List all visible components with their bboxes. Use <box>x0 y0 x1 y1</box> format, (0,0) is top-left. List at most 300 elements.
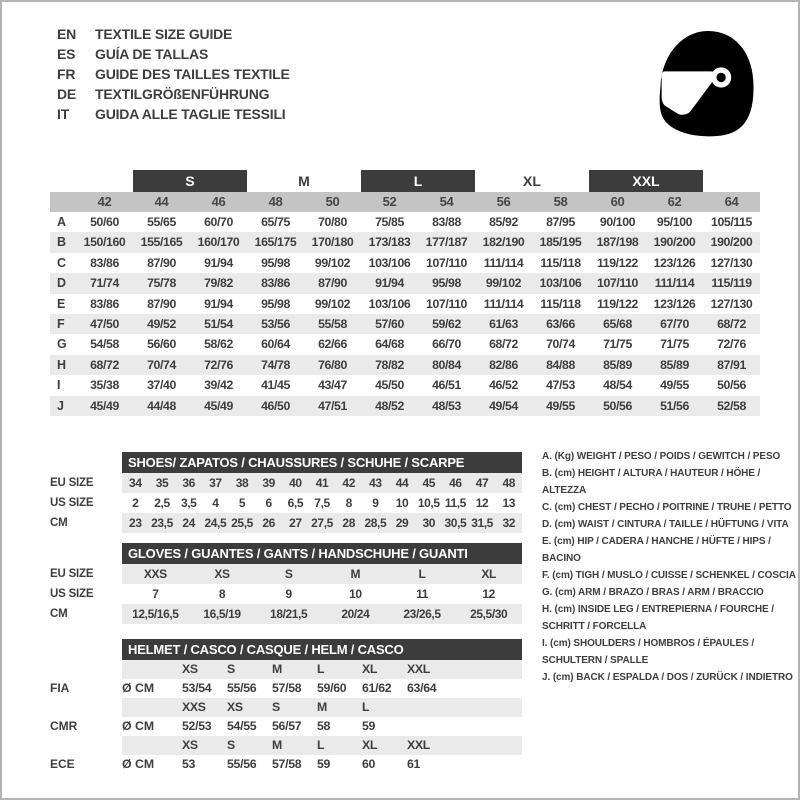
table-cell: 107/110 <box>426 296 467 311</box>
size-cell: 3,5 <box>180 496 197 510</box>
size-cell: 42 <box>342 476 355 490</box>
shoes-row-values <box>122 473 522 493</box>
row-values <box>76 294 760 314</box>
table-cell: 47/51 <box>318 398 347 413</box>
table-cell: 185/195 <box>539 235 582 250</box>
table-cell: 46/52 <box>489 378 518 393</box>
textile-size-table <box>50 170 760 416</box>
row-label: E <box>57 296 66 311</box>
letter-spacer <box>703 170 760 192</box>
size-cell: 23 <box>129 516 142 530</box>
table-row <box>50 294 760 314</box>
size-cell: 11,5 <box>444 496 466 510</box>
helmet-size-cell: XS <box>182 662 198 676</box>
table-cell: 85/89 <box>603 357 632 372</box>
language-title: TEXTILGRÖßENFÜHRUNG <box>95 86 270 102</box>
table-cell: 91/94 <box>375 276 404 291</box>
table-cell: 43/47 <box>318 378 347 393</box>
legend-item: E. (cm) HIP / CADERA / HANCHE / HÜFTE / HIPS / BACINO <box>542 536 771 564</box>
size-number-cell: 60 <box>610 194 625 209</box>
table-cell: 68/72 <box>717 316 746 331</box>
table-cell: 99/102 <box>314 296 351 311</box>
table-cell: 107/110 <box>426 255 467 270</box>
size-number-cell: 44 <box>154 194 169 209</box>
size-letter-row <box>50 170 760 192</box>
size-cell: 47 <box>475 476 489 490</box>
helmet-size-cell: XL <box>362 662 378 676</box>
helmet-size-cell: XXL <box>407 738 431 752</box>
gloves-table <box>50 564 522 624</box>
size-cell: L <box>418 567 426 581</box>
helmet-group <box>50 660 522 698</box>
legend-item: D. (cm) WAIST / CINTURA / TAILLE / HÜFTUNG / VITA <box>542 519 789 530</box>
size-number-cell: 48 <box>268 194 283 209</box>
table-cell: 50/60 <box>90 215 119 229</box>
table-cell: 50/56 <box>717 378 746 393</box>
shoes-row-values <box>122 493 522 513</box>
helmet-value-row <box>122 679 522 698</box>
language-title: GUÍA DE TALLAS <box>95 46 209 62</box>
shoes-row-values <box>122 513 522 533</box>
size-cell: 10 <box>349 587 362 601</box>
language-row <box>57 44 290 64</box>
helmet-size-cell: XL <box>362 738 378 752</box>
table-cell: 47/50 <box>90 316 119 331</box>
size-cell: 10,5 <box>417 496 440 510</box>
table-cell: 49/52 <box>147 316 176 331</box>
table-cell: 82/86 <box>489 357 518 372</box>
table-cell: 173/183 <box>368 235 411 250</box>
table-row <box>50 273 760 293</box>
table-cell: 41/45 <box>261 378 290 393</box>
table-cell: 67/70 <box>660 316 689 331</box>
row-values <box>76 232 760 252</box>
size-cell: XXS <box>143 567 167 581</box>
helmet-size-cell: XXS <box>182 700 206 714</box>
table-cell: 95/98 <box>261 255 290 270</box>
table-cell: 54/58 <box>90 337 119 352</box>
size-row-label: CM <box>50 517 68 529</box>
size-number-cell: 50 <box>325 194 340 209</box>
table-cell: 87/90 <box>147 255 176 270</box>
gloves-row <box>50 564 522 584</box>
helmet-value-cell: 55/56 <box>227 681 257 695</box>
table-cell: 71/74 <box>90 276 119 291</box>
size-cell: 29 <box>395 516 409 530</box>
helmet-group <box>50 736 522 774</box>
row-label: H <box>57 357 67 372</box>
table-cell: 165/175 <box>254 235 297 250</box>
table-cell: 87/95 <box>546 215 575 229</box>
gloves-row <box>50 584 522 604</box>
helmet-size-cell: M <box>317 700 327 714</box>
row-values <box>76 375 760 395</box>
table-cell: 123/126 <box>653 296 696 311</box>
shoes-table <box>50 473 522 533</box>
size-cell: 16,5/19 <box>203 607 241 621</box>
table-cell: 52/58 <box>717 398 746 413</box>
table-cell: 119/122 <box>597 255 638 270</box>
shoes-row <box>50 513 522 533</box>
table-cell: 78/82 <box>375 357 404 372</box>
table-cell: 75/85 <box>375 215 404 229</box>
helmet-value-cell: 59 <box>362 719 376 733</box>
gloves-row-values <box>122 604 522 624</box>
size-cell: 44 <box>395 476 409 490</box>
legend-item: C. (cm) CHEST / PECHO / POITRINE / TRUHE / PETTO <box>542 502 792 513</box>
size-cell: M <box>350 567 361 581</box>
size-cell: 32 <box>502 516 516 530</box>
size-letter-m: M <box>298 173 310 189</box>
size-row-label: EU SIZE <box>50 477 94 489</box>
row-values <box>76 253 760 273</box>
size-letter-xxl: XXL <box>589 170 703 192</box>
language-title: GUIDE DES TAILLES TEXTILE <box>95 66 290 82</box>
shoes-section <box>50 452 522 533</box>
helmet-size-cell: M <box>272 738 282 752</box>
table-cell: 64/68 <box>375 337 404 352</box>
size-cell: 24,5 <box>204 516 227 530</box>
table-cell: 46/51 <box>432 378 461 393</box>
size-cell: 39 <box>262 476 275 490</box>
table-cell: 70/74 <box>147 357 176 372</box>
table-cell: 99/102 <box>485 276 522 291</box>
gloves-row-values <box>122 584 522 604</box>
size-cell: 24 <box>182 516 195 530</box>
table-cell: 58/62 <box>204 337 233 352</box>
size-cell: 18/21,5 <box>270 607 308 621</box>
table-cell: 83/86 <box>261 276 290 291</box>
size-cell: 27,5 <box>311 516 333 530</box>
size-cell: 5 <box>238 496 246 510</box>
legend-item: H. (cm) INSIDE LEG / ENTREPIERNA / FOURCHE / SCHRITT / FORCELLA <box>542 604 774 632</box>
helmet-standard-label: CMR <box>50 719 78 733</box>
gloves-section <box>50 543 522 624</box>
table-cell: 50/56 <box>603 398 632 413</box>
row-values <box>76 314 760 334</box>
unit-label: Ø CM <box>122 719 155 733</box>
size-cell: 34 <box>129 476 142 490</box>
legend-item: F. (cm) TIGH / MUSLO / CUISSE / SCHENKEL / COSCIA <box>542 570 796 581</box>
size-cell: 31,5 <box>471 516 493 530</box>
helmet-value-cell: 63/64 <box>407 681 437 695</box>
table-cell: 37/40 <box>147 378 176 393</box>
size-cell: 12 <box>482 587 495 601</box>
size-number-cell: 64 <box>724 194 739 209</box>
language-code: DE <box>57 86 77 102</box>
table-cell: 70/74 <box>546 337 575 352</box>
row-values <box>76 396 760 416</box>
helmet-standard-label: ECE <box>50 757 75 771</box>
table-cell: 70/80 <box>318 215 347 229</box>
row-label: C <box>57 255 67 270</box>
size-cell: 7 <box>152 587 159 601</box>
helmet-size-cell <box>407 698 452 717</box>
size-number-cell: 58 <box>553 194 568 209</box>
size-cell: 37 <box>209 476 222 490</box>
table-cell: 51/56 <box>660 398 689 413</box>
language-code: ES <box>57 46 76 62</box>
table-cell: 83/86 <box>90 296 119 311</box>
legend-item: B. (cm) HEIGHT / ALTURA / HAUTEUR / HÖHE / ALTEZZA <box>542 468 761 496</box>
table-cell: 62/66 <box>318 337 347 352</box>
size-cell: 6 <box>265 496 272 510</box>
table-cell: 190/200 <box>710 235 753 250</box>
size-numbers <box>76 192 760 212</box>
row-values <box>76 212 760 232</box>
table-cell: 85/92 <box>489 215 518 229</box>
table-cell: 91/94 <box>204 296 233 311</box>
size-cell: XS <box>214 567 230 581</box>
table-cell: 170/180 <box>311 235 354 250</box>
row-label: F <box>57 316 65 331</box>
size-cell: 46 <box>449 476 462 490</box>
table-cell: 107/110 <box>597 276 638 291</box>
language-title: TEXTILE SIZE GUIDE <box>95 26 233 42</box>
shoes-title-bar: SHOES/ ZAPATOS / CHAUSSURES / SCHUHE / SCARPE <box>122 452 522 473</box>
helmet-value-cell: 61/62 <box>362 681 392 695</box>
size-cell: 4 <box>212 496 219 510</box>
helmet-value-cell: 59 <box>317 757 331 771</box>
table-cell: 103/106 <box>368 255 411 270</box>
helmet-values <box>182 755 452 774</box>
helmet-standard-label: FIA <box>50 681 70 695</box>
table-cell: 45/49 <box>90 398 119 413</box>
unit-label: Ø CM <box>122 681 155 695</box>
table-cell: 59/62 <box>432 316 461 331</box>
table-cell: 99/102 <box>314 255 351 270</box>
racing-helmet-icon <box>650 26 762 142</box>
table-cell: 55/58 <box>318 316 347 331</box>
helmet-value-cell: 58 <box>317 719 331 733</box>
size-number-cell: 56 <box>496 194 511 209</box>
helmet-value-row <box>122 755 522 774</box>
size-cell: S <box>284 567 293 581</box>
helmet-value-cell: 61 <box>407 757 421 771</box>
size-cell: 25,5/30 <box>470 607 508 621</box>
table-cell: 85/89 <box>660 357 689 372</box>
table-cell: 91/94 <box>204 255 233 270</box>
table-row <box>50 375 760 395</box>
size-letter-s: S <box>133 170 247 192</box>
size-cell: 11 <box>416 587 428 601</box>
language-code: IT <box>57 106 70 122</box>
size-cell: 30 <box>422 516 435 530</box>
table-cell: 103/106 <box>539 276 582 291</box>
language-row <box>57 104 290 124</box>
size-row-label: CM <box>50 608 68 620</box>
table-cell: 49/55 <box>546 398 575 413</box>
size-cell: 27 <box>289 516 302 530</box>
helmet-title-bar: HELMET / CASCO / CASQUE / HELM / CASCO <box>122 639 522 660</box>
helmet-size-cell: L <box>317 738 325 752</box>
size-number-cell: 52 <box>382 194 397 209</box>
size-row-label: EU SIZE <box>50 568 94 580</box>
row-label: A <box>57 215 67 229</box>
size-cell: 2 <box>132 496 139 510</box>
table-cell: 105/115 <box>711 215 752 229</box>
table-cell: 115/118 <box>540 255 581 270</box>
table-cell: 95/98 <box>261 296 290 311</box>
size-cell: 40 <box>289 476 302 490</box>
helmet-size-cell: M <box>272 662 282 676</box>
row-label: B <box>57 235 67 250</box>
gloves-row-values <box>122 564 522 584</box>
table-cell: 45/49 <box>204 398 233 413</box>
size-row-label: US SIZE <box>50 588 94 600</box>
helmet-value-cell: 57/58 <box>272 757 302 771</box>
table-cell: 123/126 <box>653 255 696 270</box>
table-cell: 95/100 <box>656 215 693 229</box>
table-cell: 160/170 <box>197 235 240 250</box>
helmet-size-row <box>122 698 522 717</box>
size-cell: 23/26,5 <box>403 607 441 621</box>
helmet-value-cell <box>407 717 452 736</box>
size-cell: 43 <box>369 476 382 490</box>
table-cell: 103/106 <box>368 296 411 311</box>
size-number-cell: 42 <box>97 194 112 209</box>
row-values <box>76 355 760 375</box>
size-cell: 9 <box>285 587 292 601</box>
table-cell: 76/80 <box>318 357 347 372</box>
table-cell: 111/114 <box>654 276 695 291</box>
table-row <box>50 396 760 416</box>
table-cell: 111/114 <box>483 255 524 270</box>
size-cell: 2,5 <box>154 496 170 510</box>
helmet-size-cell: S <box>227 662 235 676</box>
helmet-size-cell: L <box>317 662 325 676</box>
helmet-value-cell: 52/53 <box>182 719 212 733</box>
size-cell: 9 <box>372 496 379 510</box>
size-letter-xl: XL <box>523 173 541 189</box>
size-cell: 26 <box>262 516 275 530</box>
helmet-value-cell: 55/56 <box>227 757 257 771</box>
helmet-size-cell: XXL <box>407 662 431 676</box>
table-cell: 115/118 <box>540 296 581 311</box>
size-cell: 45 <box>422 476 435 490</box>
table-cell: 177/187 <box>425 235 468 250</box>
size-cell: 23,5 <box>151 516 173 530</box>
table-cell: 90/100 <box>599 215 636 229</box>
table-cell: 155/165 <box>140 235 183 250</box>
row-label: G <box>57 337 67 352</box>
size-cell: 8 <box>345 496 352 510</box>
language-row <box>57 24 290 44</box>
shoes-row <box>50 473 522 493</box>
table-cell: 127/130 <box>710 296 753 311</box>
helmet-value-cell: 53 <box>182 757 196 771</box>
table-row <box>50 212 760 232</box>
language-row <box>57 84 290 104</box>
size-cell: 25,5 <box>231 516 253 530</box>
table-cell: 83/88 <box>432 215 461 229</box>
table-cell: 51/54 <box>204 316 233 331</box>
row-label: I <box>57 378 61 393</box>
table-cell: 55/65 <box>147 215 176 229</box>
table-cell: 119/122 <box>597 296 638 311</box>
helmet-values <box>182 679 452 698</box>
legend-item: J. (cm) BACK / ESPALDA / DOS / ZURÜCK / INDIETRO <box>542 672 793 683</box>
size-cell: 38 <box>235 476 249 490</box>
table-cell: 75/78 <box>147 276 176 291</box>
size-cell: XL <box>481 567 496 581</box>
helmet-value-cell: 54/55 <box>227 719 257 733</box>
table-row <box>50 232 760 252</box>
measurement-legend <box>542 448 798 686</box>
size-cell: 36 <box>182 476 195 490</box>
size-cell: 30,5 <box>444 516 467 530</box>
language-code: FR <box>57 66 76 82</box>
helmet-values <box>182 717 452 736</box>
helmet-section <box>50 639 522 774</box>
size-cell: 28 <box>342 516 355 530</box>
size-cell: 7,5 <box>314 496 330 510</box>
table-cell: 72/76 <box>717 337 746 352</box>
table-row <box>50 334 760 354</box>
size-cell: 35 <box>155 476 169 490</box>
table-cell: 53/56 <box>261 316 290 331</box>
size-cell: 12 <box>475 496 489 510</box>
legend-item: I. (cm) SHOULDERS / HOMBROS / ÉPAULES / SCHULTERN / SPALLE <box>542 638 755 666</box>
table-cell: 79/82 <box>204 276 233 291</box>
gloves-title-bar: GLOVES / GUANTES / GANTS / HANDSCHUHE / GUANTI <box>122 543 522 564</box>
table-cell: 87/90 <box>318 276 347 291</box>
language-row <box>57 64 290 84</box>
size-cell: 28,5 <box>364 516 387 530</box>
table-row <box>50 355 760 375</box>
table-cell: 65/68 <box>603 316 632 331</box>
helmet-table <box>50 660 522 774</box>
table-cell: 48/52 <box>375 398 404 413</box>
helmet-size-cell: S <box>272 700 280 714</box>
size-cell: 6,5 <box>287 496 304 510</box>
unit-label: Ø CM <box>122 757 155 771</box>
table-cell: 127/130 <box>710 255 753 270</box>
table-cell: 71/75 <box>660 337 689 352</box>
row-label: J <box>57 398 64 413</box>
table-cell: 95/98 <box>432 276 461 291</box>
shoes-row <box>50 493 522 513</box>
table-cell: 80/84 <box>432 357 461 372</box>
size-number-cell: 62 <box>667 194 682 209</box>
table-cell: 48/54 <box>603 378 632 393</box>
size-cell: 8 <box>218 587 226 601</box>
legend-item: G. (cm) ARM / BRAZO / BRAS / ARM / BRACCIO <box>542 587 764 598</box>
legend-item: A. (Kg) WEIGHT / PESO / POIDS / GEWITCH / PESO <box>542 451 781 462</box>
table-cell: 71/75 <box>603 337 632 352</box>
helmet-value-cell: 53/54 <box>182 681 212 695</box>
table-cell: 39/42 <box>204 378 233 393</box>
language-code: EN <box>57 26 77 42</box>
table-cell: 72/76 <box>204 357 233 372</box>
table-cell: 56/60 <box>147 337 176 352</box>
helmet-value-cell: 60 <box>362 757 376 771</box>
number-spacer <box>50 192 76 212</box>
table-cell: 111/114 <box>483 296 524 311</box>
table-cell: 187/198 <box>596 235 639 250</box>
table-cell: 150/160 <box>83 235 126 250</box>
table-row <box>50 314 760 334</box>
helmet-size-cell: XS <box>227 700 243 714</box>
table-cell: 83/86 <box>90 255 119 270</box>
table-cell: 49/54 <box>489 398 518 413</box>
row-values <box>76 334 760 354</box>
size-cell: 20/24 <box>341 607 370 621</box>
table-cell: 48/53 <box>432 398 461 413</box>
helmet-size-row <box>122 736 522 755</box>
table-cell: 115/119 <box>711 276 752 291</box>
row-label: D <box>57 276 67 291</box>
